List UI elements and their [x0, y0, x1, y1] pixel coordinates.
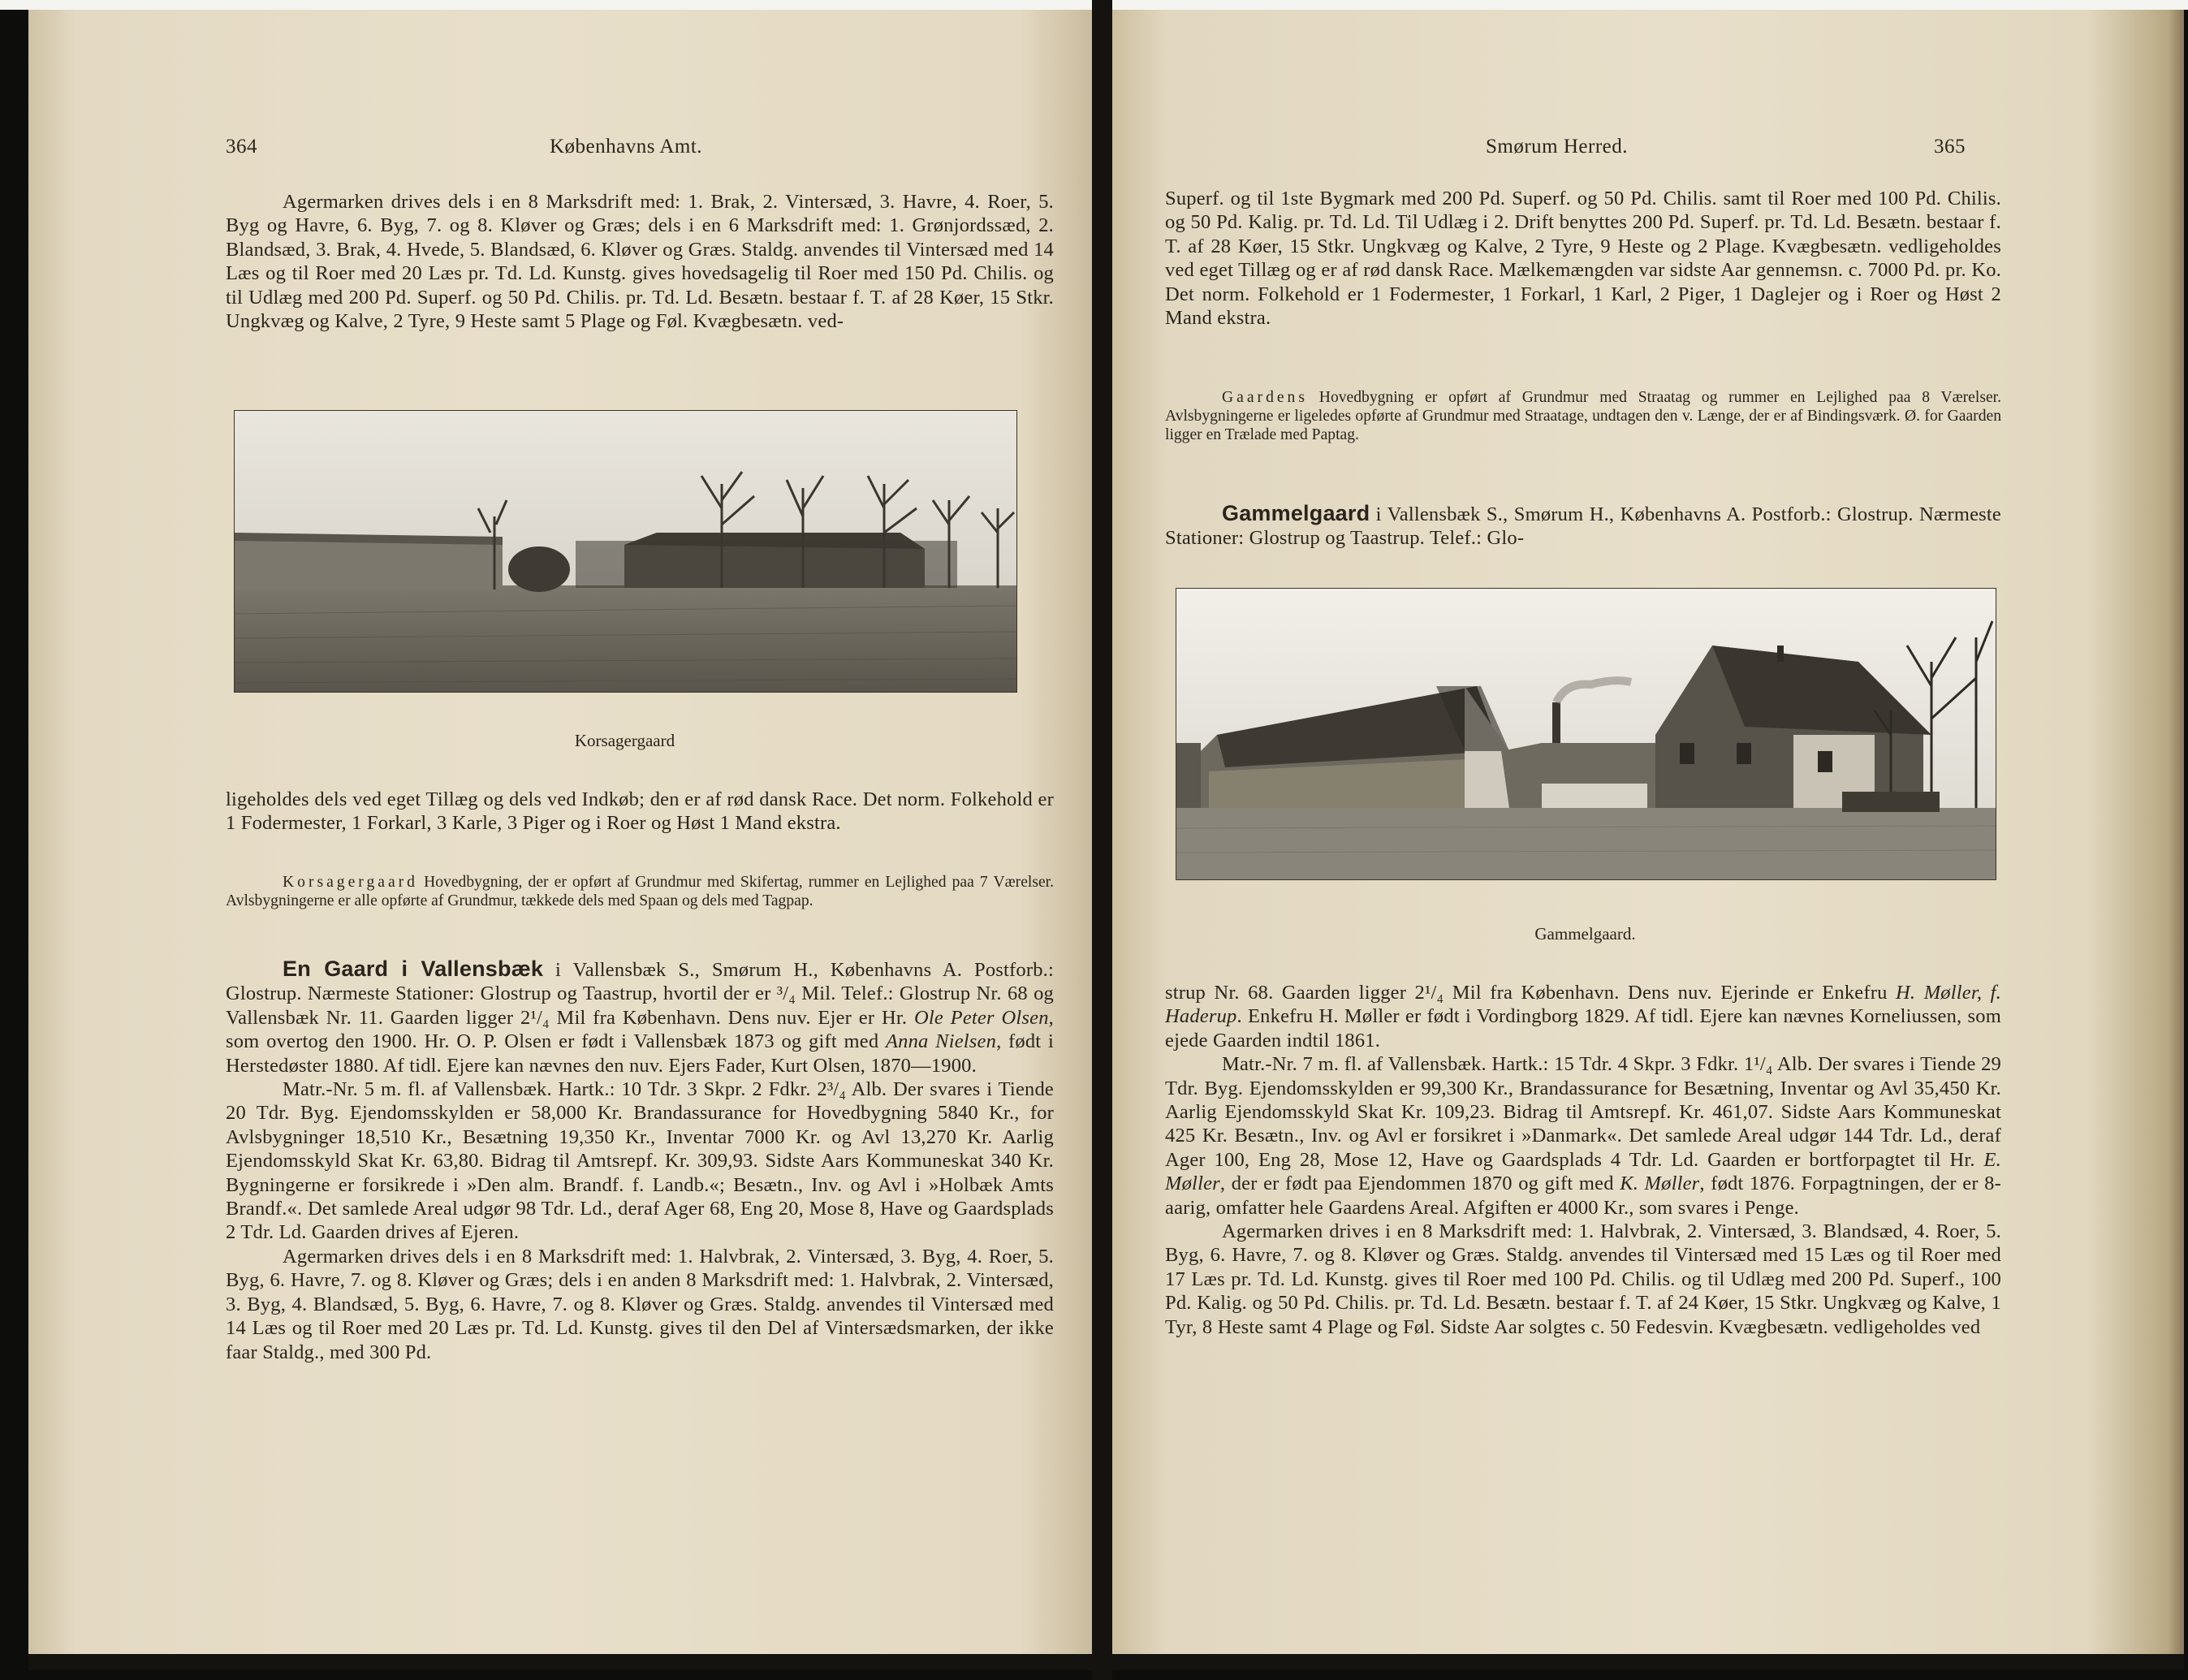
section-en-gaard-i-vallensbaek [226, 957, 1054, 1364]
page-number: 364 [226, 136, 257, 158]
paragraph-text: Superf. og til 1ste Bygmark med 200 Pd. Superf. og 50 Pd. Chilis. samt til Roer med 100 Pd. Chilis. og 50 Pd. Kalig. pr. Td. Ld. Til Udlæg i 2. Drift benyttes 200 Pd. Superf. pr. Td. Ld. Besætn. bestaar f. T. af 28 Køer, 15 Stkr. Ungkvæg og Kalve, 2 Tyre, 9 Heste og 2 Plage. Kvægbesætn. vedligeholdes ved eget Tillæg og er af rød dansk Race. Mælkemængden var sidste Aar gennemsn. c. 7000 Pd. pr. Ko. Det norm. Folkehold er 1 Fodermester, 1 Forkarl, 1 Karl, 2 Piger, 1 Daglejer og i Roer og Høst 2 Mand ekstra. [1165, 188, 2001, 330]
note-text: Hovedbygning, der er opført af Grundmur med Skifertag, rummer en Lejlighed paa 7 Værelser. Avlsbygningerne er alle opførte af Grundmur, tækkede dels med Spaan og dels med Tagpap. [226, 874, 1054, 909]
building-note [1165, 388, 2001, 444]
paragraph-text: Matr.-Nr. 7 m. fl. af Vallensbæk. Hartk.: 15 Tdr. 4 Skpr. 3 Fdkr. 1¹/₄ Alb. Der svares i Tiende 29 Tdr. Byg. Ejendomsskylden er 99,300 Kr., Brandassurance for Besætning, Inventar og Avl 35,450 Kr. Aarlig Ejendomsskyld Skat Kr. 109,23. Bidrag til Amtsrepf. Kr. 461,07. Sidste Aars Kommuneskat 425 Kr. Besætn., Inv. og Avl er forsikret i »Danmark«. Det samlede Areal udgør 144 Tdr. Ld., deraf Ager 100, Eng 28, Mose 12, Have og Gaardsplads 4 Tdr. Ld. Gaarden er bortforpagtet til Hr. [1165, 1053, 2001, 1171]
figure-caption: Gammelgaard. [1534, 924, 1636, 944]
page-edge [1112, 1654, 2184, 1670]
section-text: , som overtog den 1900. Hr. O. P. Olsen er født i Vallensbæk 1873 og gift med [226, 1006, 1054, 1053]
section-title: Gammelgaard [1222, 501, 1370, 525]
owner-name: Ole Peter Olsen [913, 1006, 1049, 1029]
paragraph-text: Agermarken drives dels i en 8 Marksdrift med: 1. Halvbrak, 2. Vintersæd, 3. Byg, 4. Roer, 5. Byg, 6. Havre, 7. og 8. Kløver og Græs; dels i en anden 8 Marksdrift med: 1. Halvbrak, 2. Vintersæd, 3. Byg, 4. Blandsæd, 5. Byg, 6. Havre, 7. og 8. Kløver og Græs. Staldg. anvendes til Vintersæd med 14 Læs og til Roer med 20 Læs pr. Td. Ld. Kunstg. gives til den Del af Vintersædsmarken, der ikke faar Staldg., med 300 Pd. [226, 1245, 1054, 1363]
photo-gammelgaard [1176, 588, 1996, 880]
section-title: En Gaard i Vallensbæk [283, 957, 544, 981]
note-text: Hovedbygning er opført af Grundmur med Straatag og rummer en Lejlighed paa 8 Værelser. Avlsbygningerne er ligeledes opførte af Grundmur med Straatage, undtagen den v. Længe, der er af Bindingsværk. Ø. for Gaarden ligger en Trælade med Paptag. [1165, 389, 2001, 443]
photo-korsagergaard [234, 410, 1017, 693]
paragraph [226, 788, 1054, 836]
paragraph-text: Matr.-Nr. 5 m. fl. af Vallensbæk. Hartk.: 10 Tdr. 3 Skpr. 2 Fdkr. 2³/₄ Alb. Der svares i Tiende 20 Tdr. Byg. Ejendomsskylden er 58,000 Kr. Brandassurance for Hovedbygning 5840 Kr., for Avlsbygninger 18,510 Kr., Besætning 19,350 Kr., Inventar 7000 Kr. og Avl 13,270 Kr. Aarlig Ejendomsskyld Skat Kr. 63,80. Bidrag til Amtsrepf. Kr. 309,93. Sidste Aars Kommuneskat 340 Kr. Bygningerne er forsikrede i »Den alm. Brandf. f. Landb.«; Besætn., Inv. og Avl i »Holbæk Amts Brandf.«. Det samlede Areal udgør 98 Tdr. Ld., deraf Ager 68, Eng 20, Mose 8, Have og Gaardsplads 2 Tdr. Ld. Gaarden drives af Ejeren. [226, 1078, 1054, 1244]
paragraph-text: , der er født paa Ejendommen 1870 og gift med [1219, 1173, 1621, 1195]
right-page [1112, 10, 2184, 1670]
building-note [226, 873, 1054, 910]
farm-photo [1176, 589, 1996, 879]
paragraph [1165, 187, 2001, 330]
running-head: Smørum Herred. [1486, 136, 1629, 158]
left-page [28, 10, 1092, 1670]
paragraph-text: Agermarken drives i en 8 Marksdrift med: 1. Halvbrak, 2. Vintersæd, 3. Blandsæd, 4. Roer, 5. Byg, 6. Havre, 7. og 8. Kløver og Græs. Staldg. anvendes til Vintersæd med 15 Læs og til Roer med 17 Læs pr. Td. Ld. Kunstg. gives til Roer med 100 Pd. Chilis. og til Udlæg med 200 Pd. Superf., 100 Pd. Kalig. og 50 Pd. Chilis. pr. Td. Ld. Besætn. bestaar f. T. af 24 Køer, 15 Stkr. Ungkvæg og Kalve, 1 Tyr, 8 Heste samt 4 Plage og Føl. Sidste Aar solgtes c. 50 Fedesvin. Kvægbesætn. vedligeholdes ved [1165, 1220, 2001, 1338]
paragraph-text: Agermarken drives dels i en 8 Marksdrift med: 1. Brak, 2. Vintersæd, 3. Havre, 4. Roer, 5. Byg og Havre, 6. Byg, 7. og 8. Kløver og Græs; dels i en 6 Marksdrift med: 1. Grønjordssæd, 2. Blandsæd, 3. Brak, 4. Hvede, 5. Blandsæd, 6. Kløver og Græs. Staldg. anvendes til Vintersæd med 14 Læs og til Roer med 20 Læs pr. Td. Ld. Kunstg. gives hovedsagelig til Roer med 150 Pd. Chilis. og til Udlæg med 200 Pd. Superf. og 50 Pd. Chilis. pr. Td. Ld. Besætn. bestaar f. T. af 28 Køer, 15 Stkr. Ungkvæg og Kalve, 2 Tyre, 9 Heste samt 5 Plage og Føl. Kvægbesætn. ved- [226, 191, 1054, 333]
paragraph-text: ligeholdes dels ved eget Tillæg og dels ved Indkøb; den er af rød dansk Race. Det norm. Folkehold er 1 Fodermester, 1 Forkarl, 3 Karle, 3 Piger og i Roer og Høst 1 Mand ekstra. [226, 788, 1054, 835]
note-lead: Korsagergaard [283, 874, 418, 891]
tenant-wife-name: K. Møller [1620, 1173, 1700, 1195]
scan-margin-left [0, 0, 24, 1680]
note-lead: Gaardens [1222, 389, 1308, 406]
paragraph-text: strup Nr. 68. Gaarden ligger 2¹/₄ Mil fra København. Dens nuv. Ejerinde er Enkefru [1165, 982, 1896, 1004]
section-text: i Vallensbæk S., Smørum H., Københavns A. Postforb.: Glostrup. Nærmeste Stationer: Glostrup og Taastrup, hvortil der er ³/₄ Mil. Telef.: Glostrup Nr. 68 og Vallensbæk Nr. 11. Gaarden ligger 2¹/₄ Mil fra København. Dens nuv. Ejer er Hr. [226, 959, 1054, 1029]
paragraph-text: , født 1876. Forpagtningen, der er 8-aarig, omfatter hele Gaardens Areal. Afgiften er 4000 Kr., som svares i Penge. [1165, 1173, 2001, 1219]
paragraph [1165, 981, 2001, 1339]
owner-name: H. Møller, f. Haderup [1165, 982, 2001, 1028]
section-text: , født i Herstedøster 1880. Af tidl. Ejere kan nævnes den nuv. Ejers Fader, Kurt Olsen, 1870—1900. [226, 1030, 1054, 1077]
paragraph-text: . Enkefru H. Møller er født i Vordingborg 1829. Af tidl. Ejere kan nævnes Korneliussen, som ejede Gaarden indtil 1861. [1165, 1005, 2001, 1052]
running-head: Københavns Amt. [550, 136, 703, 158]
figure-caption: Korsagergaard [574, 731, 675, 750]
wife-name: Anna Nielsen [885, 1030, 997, 1053]
section-gammelgaard [1165, 502, 2001, 551]
paragraph [226, 190, 1054, 333]
section-text: i Vallensbæk S., Smørum H., Københavns A. Postforb.: Glostrup. Nærmeste Stationer: Glostrup og Taastrup. Telef.: Glo- [1165, 503, 2001, 550]
page-number: 365 [1934, 136, 1966, 158]
tenant-name: E. Møller [1165, 1148, 2001, 1195]
gutter [1092, 0, 1112, 1680]
farm-photo [235, 411, 1016, 692]
page-edge [28, 1654, 1092, 1670]
